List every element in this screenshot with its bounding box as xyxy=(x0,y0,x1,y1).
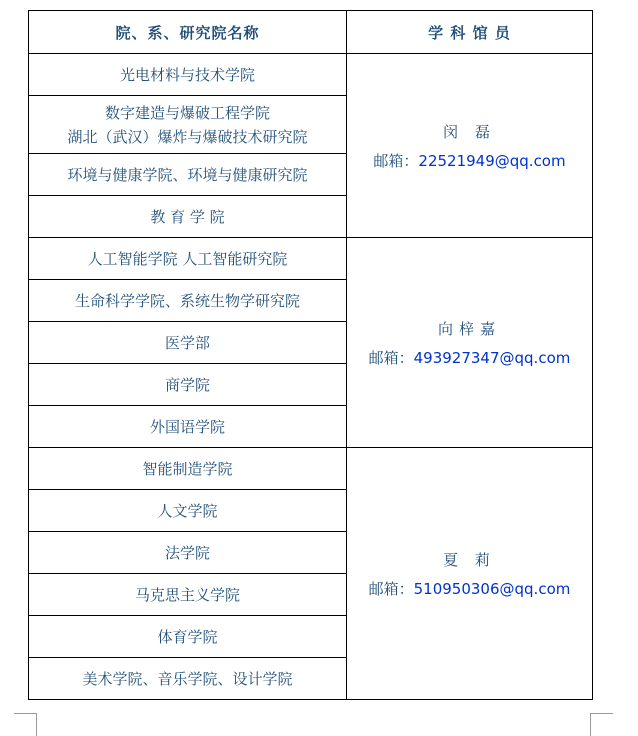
header-librarian: 学 科 馆 员 xyxy=(347,11,593,54)
college-name: 智能制造学院 xyxy=(142,459,233,478)
college-name: 光电材料与技术学院 xyxy=(119,65,255,84)
college-cell xyxy=(29,532,347,574)
table-row xyxy=(29,54,593,96)
librarian-email-line xyxy=(347,150,592,171)
college-name: 环境与健康学院、环境与健康研究院 xyxy=(67,165,308,184)
librarian-email-line xyxy=(347,347,592,368)
college-name: 数字建造与爆破工程学院 xyxy=(104,103,270,122)
college-name: 湖北（武汉）爆炸与爆破技术研究院 xyxy=(67,127,308,146)
college-cell xyxy=(29,448,347,490)
college-name: 生命科学学院、系统生物学研究院 xyxy=(74,291,300,310)
email-label: 邮箱： xyxy=(368,579,414,598)
college-name: 马克思主义学院 xyxy=(134,585,240,604)
librarian-cell xyxy=(347,448,593,700)
college-cell xyxy=(29,616,347,658)
page-corner-mark-left xyxy=(14,713,37,736)
college-name: 商学院 xyxy=(164,375,210,394)
table-row xyxy=(29,448,593,490)
table-row xyxy=(29,238,593,280)
college-cell xyxy=(29,54,347,96)
college-name: 医学部 xyxy=(164,333,210,352)
college-cell xyxy=(29,490,347,532)
librarian-email-line xyxy=(347,578,592,599)
college-name: 人工智能学院 人工智能研究院 xyxy=(87,249,288,268)
header-college: 院、系、研究院名称 xyxy=(29,11,347,54)
email-address[interactable]: 22521949@qq.com xyxy=(418,151,566,170)
page-corner-mark-right xyxy=(590,713,613,736)
librarian-cell xyxy=(347,238,593,448)
college-name: 人文学院 xyxy=(157,501,218,520)
email-label: 邮箱： xyxy=(373,151,419,170)
email-label: 邮箱： xyxy=(368,348,414,367)
email-address[interactable]: 493927347@qq.com xyxy=(413,348,571,367)
librarian-cell xyxy=(347,54,593,238)
college-name: 外国语学院 xyxy=(149,417,225,436)
college-name: 教 育 学 院 xyxy=(150,207,225,226)
college-name: 体育学院 xyxy=(157,627,218,646)
college-cell xyxy=(29,364,347,406)
college-cell xyxy=(29,196,347,238)
email-address[interactable]: 510950306@qq.com xyxy=(413,579,571,598)
college-cell xyxy=(29,658,347,700)
college-cell xyxy=(29,154,347,196)
college-name: 法学院 xyxy=(164,543,210,562)
college-cell xyxy=(29,238,347,280)
college-cell xyxy=(29,280,347,322)
college-cell xyxy=(29,574,347,616)
college-name: 美术学院、音乐学院、设计学院 xyxy=(82,669,293,688)
librarian-name: 闵 磊 xyxy=(443,122,496,141)
header-row xyxy=(29,11,593,54)
librarian-name: 向梓嘉 xyxy=(437,319,501,338)
librarian-name: 夏 莉 xyxy=(443,550,496,569)
college-cell xyxy=(29,322,347,364)
college-cell xyxy=(29,96,347,154)
librarian-table xyxy=(28,10,593,700)
college-cell xyxy=(29,406,347,448)
